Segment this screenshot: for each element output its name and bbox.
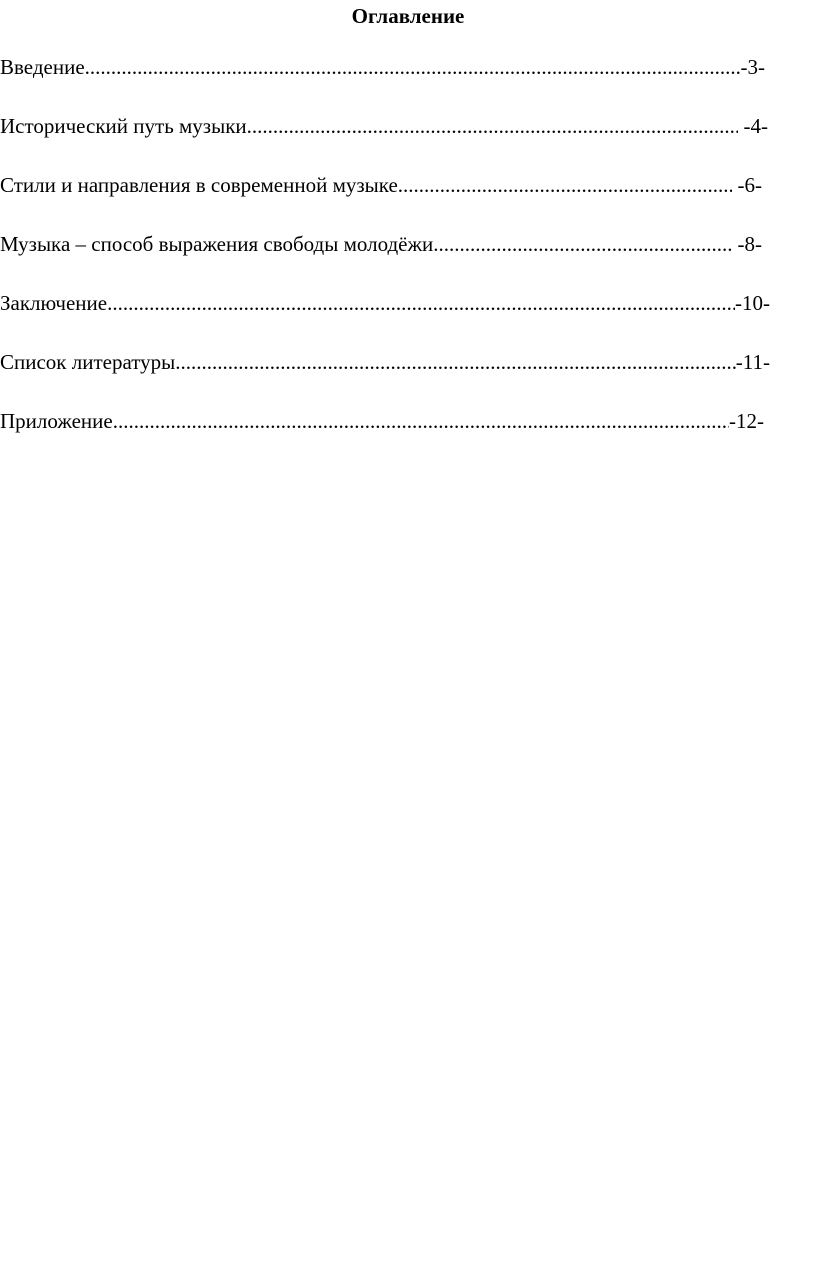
toc-entry-history bbox=[0, 113, 770, 172]
toc-entry-bibliography bbox=[0, 349, 770, 408]
toc-entry-introduction bbox=[0, 54, 770, 113]
toc-leader-dots bbox=[85, 54, 741, 80]
toc-page-number: -11- bbox=[735, 350, 770, 374]
toc-entry-label: Музыка – способ выражения свободы молодёжи bbox=[0, 232, 434, 256]
toc-entry-conclusion bbox=[0, 290, 770, 349]
toc-entry-label: Введение bbox=[0, 55, 85, 79]
toc-leader-dots bbox=[113, 408, 729, 434]
toc-entry-label: Приложение bbox=[0, 409, 113, 433]
toc-page-number: -8- bbox=[732, 232, 762, 256]
toc-entry-label: Стили и направления в современной музыке bbox=[0, 173, 398, 197]
toc-page-number: -3- bbox=[740, 55, 765, 79]
toc-entry-appendix bbox=[0, 408, 770, 467]
toc-entry-label: Исторический путь музыки bbox=[0, 114, 247, 138]
toc-page-number: -10- bbox=[735, 291, 770, 315]
toc-page-number: -4- bbox=[738, 114, 768, 138]
toc-list bbox=[0, 54, 770, 467]
toc-entry-label: Заключение bbox=[0, 291, 108, 315]
toc-leader-dots bbox=[175, 349, 736, 375]
toc-leader-dots bbox=[433, 231, 732, 257]
page-title: Оглавление bbox=[351, 4, 465, 28]
toc-leader-dots bbox=[107, 290, 735, 316]
toc-entry-freedom bbox=[0, 231, 770, 290]
toc-page-number: -6- bbox=[732, 173, 762, 197]
toc-leader-dots bbox=[247, 113, 739, 139]
toc-page-number: -12- bbox=[729, 409, 764, 433]
toc-entry-styles bbox=[0, 172, 770, 231]
toc-leader-dots bbox=[398, 172, 732, 198]
toc-entry-label: Список литературы bbox=[0, 350, 176, 374]
